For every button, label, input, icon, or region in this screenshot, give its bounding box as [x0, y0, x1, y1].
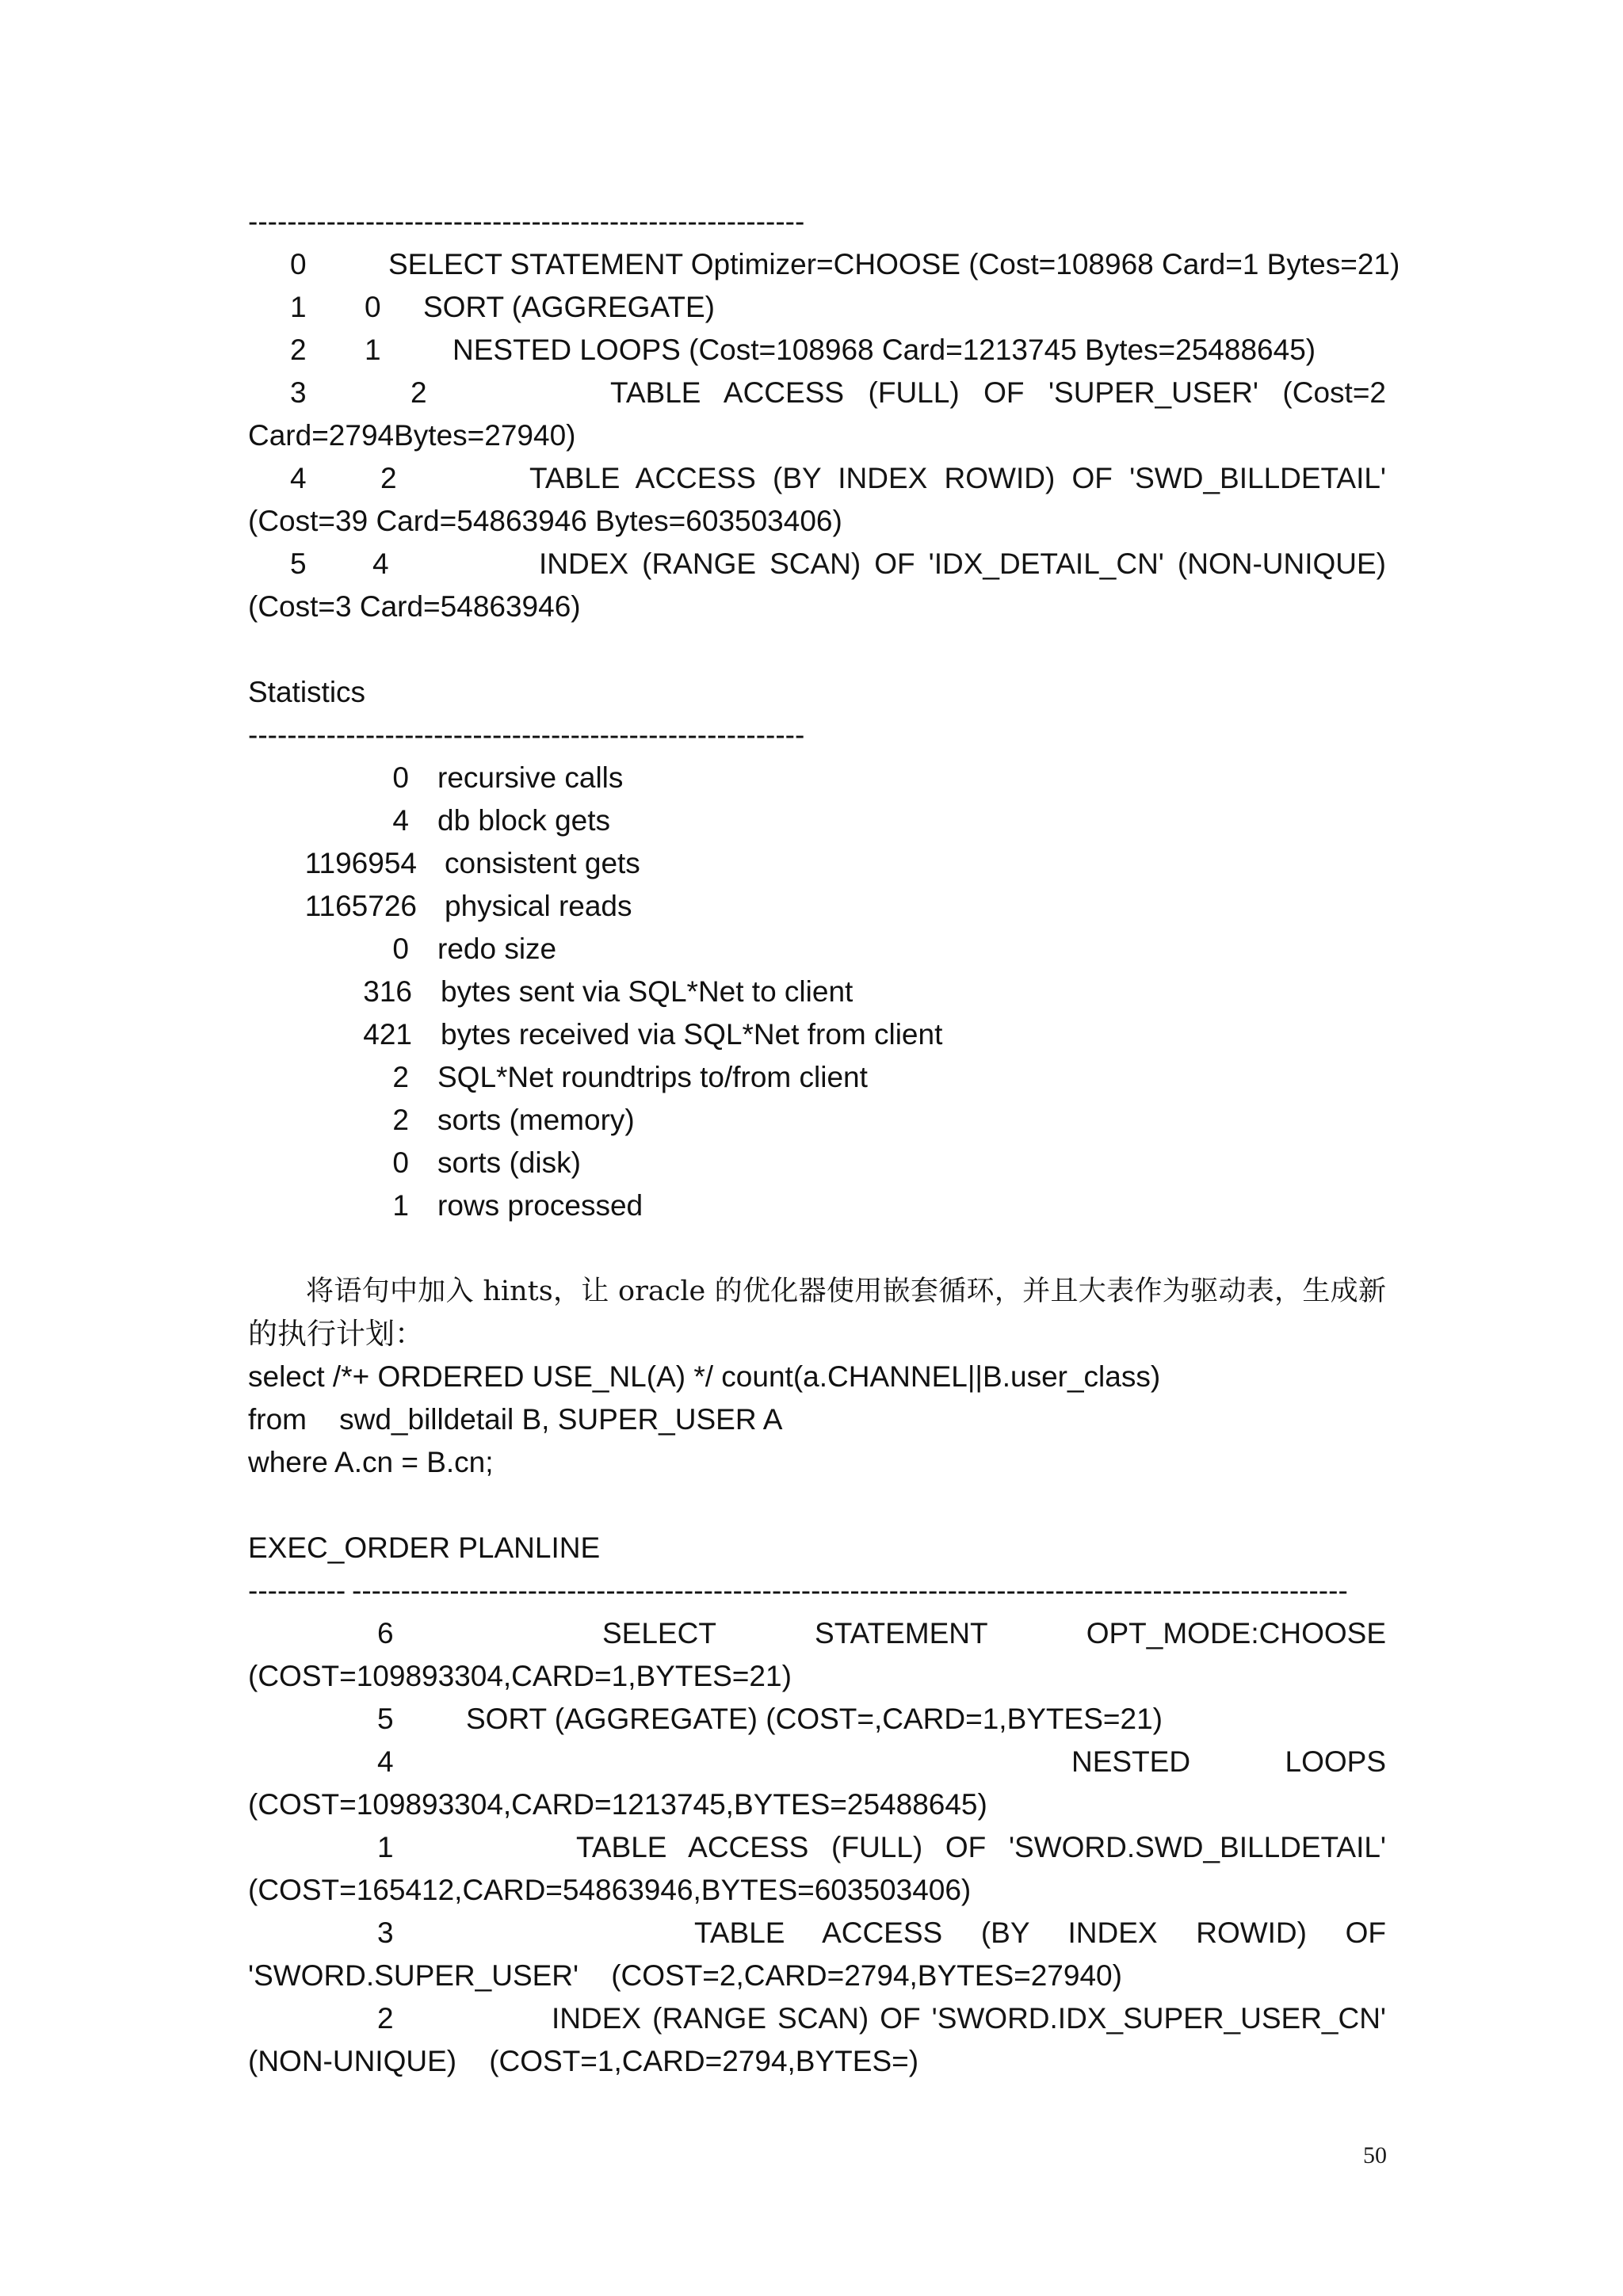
statistic-label: physical reads	[445, 890, 632, 922]
plan2-row-order: 4	[377, 1745, 394, 1778]
plan1-row-id: 3	[290, 376, 307, 409]
statistic-value: 2	[392, 1061, 409, 1093]
plan2-rule-long: ------------------------------------------------------------------------------------------------------	[352, 1574, 1348, 1607]
statistic-value: 421	[363, 1018, 412, 1051]
plan1-row-parent: 0	[365, 291, 381, 323]
statistic-value: 0	[392, 933, 409, 965]
paragraph-line: 的执行计划：	[248, 1317, 424, 1351]
plan1-row-id: 4	[290, 462, 307, 494]
statistic-value: 2	[392, 1104, 409, 1136]
statistic-label: sorts (disk)	[437, 1146, 581, 1179]
plan2-row-text: TABLE ACCESS (FULL) OF 'SWORD.SWD_BILLDETAIL'	[576, 1831, 1386, 1863]
statistic-label: bytes received via SQL*Net from client	[441, 1018, 943, 1051]
sql-line: from swd_billdetail B, SUPER_USER A	[248, 1403, 783, 1436]
paragraph-line: 将语句中加入 hints，让 oracle 的优化器使用嵌套循环，并且大表作为驱动表，生成新	[306, 1276, 1386, 1307]
statistic-label: sorts (memory)	[437, 1104, 635, 1136]
plan1-row-parent: 1	[365, 334, 381, 366]
statistic-label: db block gets	[437, 804, 611, 837]
plan2-row-continuation: 'SWORD.SUPER_USER' (COST=2,CARD=2794,BYTES=27940)	[248, 1959, 1122, 1992]
plan2-row-text: SORT (AGGREGATE) (COST=,CARD=1,BYTES=21)	[466, 1703, 1163, 1735]
plan1-row-id: 2	[290, 334, 307, 366]
statistic-label: consistent gets	[445, 847, 640, 879]
plan2-header: EXEC_ORDER PLANLINE	[248, 1531, 601, 1564]
plan2-row-continuation: (COST=165412,CARD=54863946,BYTES=603503406)	[248, 1874, 972, 1906]
plan2-row-continuation: (NON-UNIQUE) (COST=1,CARD=2794,BYTES=)	[248, 2045, 919, 2077]
plan2-row-order: 6	[377, 1617, 394, 1650]
plan1-row-text: NESTED LOOPS (Cost=108968 Card=1213745 Bytes=25488645)	[453, 334, 1316, 366]
plan1-row-continuation: Card=2794Bytes=27940)	[248, 419, 576, 452]
plan2-row-continuation: (COST=109893304,CARD=1,BYTES=21)	[248, 1660, 792, 1692]
statistic-label: SQL*Net roundtrips to/from client	[437, 1061, 868, 1093]
plan1-row-text: SELECT STATEMENT Optimizer=CHOOSE (Cost=108968 Card=1 Bytes=21)	[388, 248, 1400, 280]
sql-line: select /*+ ORDERED USE_NL(A) */ count(a.CHANNEL||B.user_class)	[248, 1360, 1161, 1393]
top-rule: ---------------------------------------------------------	[248, 205, 805, 238]
statistic-value: 0	[392, 1146, 409, 1179]
statistic-value: 1165726	[304, 890, 417, 922]
page-number: 50	[1363, 2142, 1387, 2168]
plan2-row-text: INDEX (RANGE SCAN) OF 'SWORD.IDX_SUPER_USER_CN'	[552, 2002, 1386, 2035]
statistic-value: 316	[363, 975, 412, 1008]
plan1-row-id: 5	[290, 547, 307, 580]
statistic-value: 4	[392, 804, 409, 837]
plan2-row-continuation: (COST=109893304,CARD=1213745,BYTES=25488645)	[248, 1788, 987, 1821]
plan2-row-order: 3	[377, 1917, 394, 1949]
plan1-row-parent: 4	[372, 547, 389, 580]
plan2-row-order: 5	[377, 1703, 394, 1735]
sql-line: where A.cn = B.cn;	[248, 1446, 494, 1478]
plan1-row-text: TABLE ACCESS (FULL) OF 'SUPER_USER' (Cost=2	[610, 376, 1386, 409]
plan2-row-order: 2	[377, 2002, 394, 2035]
plan1-row-id: 0	[290, 248, 307, 280]
statistic-value: 1	[392, 1189, 409, 1222]
plan2-rule-short: ----------	[248, 1574, 346, 1607]
plan2-row-order: 1	[377, 1831, 394, 1863]
plan1-row-text: SORT (AGGREGATE)	[423, 291, 715, 323]
statistic-value: 0	[392, 761, 409, 794]
statistics-title: Statistics	[248, 676, 366, 708]
plan1-row-parent: 2	[380, 462, 397, 494]
statistic-label: bytes sent via SQL*Net to client	[441, 975, 854, 1008]
statistics-rule: ---------------------------------------------------------	[248, 719, 805, 751]
statistic-label: rows processed	[437, 1189, 643, 1222]
plan2-row-text: TABLE ACCESS (BY INDEX ROWID) OF	[694, 1917, 1386, 1949]
plan1-row-text: TABLE ACCESS (BY INDEX ROWID) OF 'SWD_BILLDETAIL'	[529, 462, 1386, 494]
statistic-value: 1196954	[304, 847, 417, 879]
plan1-row-continuation: (Cost=39 Card=54863946 Bytes=603503406)	[248, 505, 842, 537]
plan1-row-text: INDEX (RANGE SCAN) OF 'IDX_DETAIL_CN' (NON-UNIQUE)	[539, 547, 1386, 580]
plan1-row-parent: 2	[411, 376, 427, 409]
plan1-row-continuation: (Cost=3 Card=54863946)	[248, 590, 581, 623]
statistic-label: recursive calls	[437, 761, 624, 794]
plan2-row-text: SELECT STATEMENT OPT_MODE:CHOOSE	[602, 1617, 1386, 1650]
plan1-row-id: 1	[290, 291, 307, 323]
statistic-label: redo size	[437, 933, 557, 965]
plan2-row-text: NESTED LOOPS	[1071, 1745, 1386, 1778]
